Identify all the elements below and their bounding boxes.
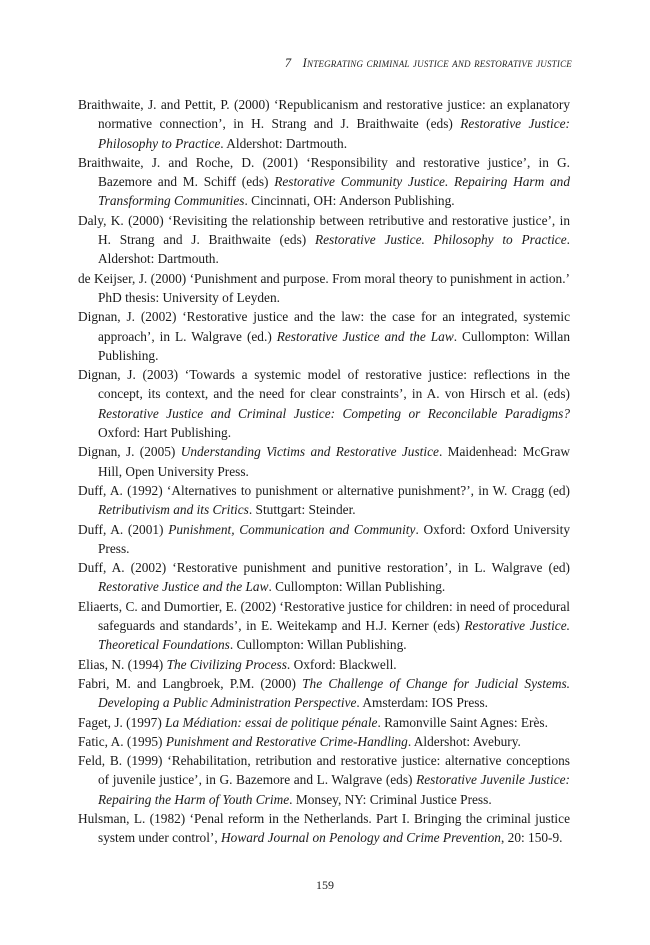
reference-entry (78, 713, 570, 732)
reference-entry (78, 520, 570, 559)
reference-entry (78, 269, 570, 308)
reference-pre-text: Braithwaite, J. and Pettit, P. (2000) ‘Republicanism and restorative justice: an explanatory normative connection’, in H. Strang and J. Braithwaite (eds) (78, 97, 570, 132)
reference-post-text: . Ramonville Saint Agnes: Erès. (377, 714, 548, 730)
reference-italic-text: Understanding Victims and Restorative Justice (180, 444, 439, 460)
reference-entry (78, 153, 570, 211)
reference-pre-text: Fabri, M. and Langbroek, P.M. (2000) (78, 675, 303, 691)
page-number: 159 (316, 878, 334, 892)
reference-italic-text: Restorative Justice and Criminal Justice: Competing or Reconcilable Paradigms? (98, 405, 570, 421)
reference-pre-text: Duff, A. (2001) (78, 521, 169, 537)
chapter-number: 7 (284, 56, 292, 70)
reference-italic-text: Restorative Justice: Philosophy to Practice (98, 116, 570, 151)
chapter-title: Integrating criminal justice and restorative justice (302, 56, 572, 70)
reference-italic-text: Restorative Juvenile Justice: Repairing the Harm of Youth Crime (98, 772, 570, 807)
reference-entry (78, 558, 570, 597)
reference-italic-text: The Civilizing Process (166, 656, 287, 672)
reference-entry (78, 751, 570, 809)
reference-pre-text: Eliaerts, C. and Dumortier, E. (2002) ‘Restorative justice for children: in need of procedural safeguards and standards’, in E. Weitekamp and H.J. Kerner (eds) (78, 598, 570, 634)
reference-pre-text: Dignan, J. (2005) (78, 444, 181, 460)
reference-list (78, 95, 570, 848)
reference-italic-text: The Challenge of Change for Judicial Systems. Developing a Public Administration Perspective (98, 675, 570, 711)
reference-pre-text: Braithwaite, J. and Roche, D. (2001) ‘Responsibility and restorative justice’, in G. Bazemore and M. Schiff (eds) (78, 154, 570, 190)
reference-post-text: . Aldershot: Dartmouth. (98, 232, 570, 267)
reference-post-text: . Aldershot: Dartmouth. (220, 135, 348, 151)
reference-entry (78, 442, 570, 481)
running-head (285, 56, 572, 71)
reference-post-text: . Oxford: Oxford University Press. (98, 521, 570, 556)
reference-pre-text: Fatic, A. (1995) (78, 733, 166, 749)
reference-pre-text: Daly, K. (2000) ‘Revisiting the relationship between retributive and restorative justice’, in H. Strang and J. Braithwaite (eds) (78, 212, 570, 248)
reference-entry (78, 809, 570, 848)
reference-post-text: . Stuttgart: Steinder. (248, 502, 356, 518)
reference-pre-text: Duff, A. (2002) ‘Restorative punishment and punitive restoration’, in L. Walgrave (ed) (78, 560, 570, 576)
reference-post-text: . Aldershot: Avebury. (407, 733, 521, 749)
reference-pre-text: Faget, J. (1997) (78, 714, 166, 730)
reference-italic-text: Punishment, Communication and Community (168, 521, 416, 537)
reference-post-text: . Amsterdam: IOS Press. (356, 695, 489, 711)
reference-pre-text: Feld, B. (1999) ‘Rehabilitation, retribution and restorative justice: alternative conceptions of juvenile justice’, in G. Bazemore and L. Walgrave (eds) (78, 753, 570, 788)
reference-pre-text: Elias, N. (1994) (78, 656, 167, 672)
reference-entry (78, 674, 570, 713)
reference-italic-text: Restorative Justice. Theoretical Foundations (98, 618, 570, 653)
reference-post-text: . Oxford: Blackwell. (286, 656, 397, 672)
reference-entry (78, 732, 570, 751)
reference-post-text: . Cullompton: Willan Publishing. (229, 637, 407, 653)
reference-italic-text: Restorative Justice and the Law (276, 328, 454, 344)
reference-italic-text: Retributivism and its Critics (98, 502, 249, 518)
reference-pre-text: Dignan, J. (2003) ‘Towards a systemic model of restorative justice: reflections in the concept, its context, and the need for clear constraints’, in A. von Hirsch et al. (eds) (78, 367, 570, 402)
reference-italic-text: La Médiation: essai de politique pénale (165, 714, 378, 730)
reference-entry (78, 655, 570, 674)
reference-italic-text: Howard Journal on Penology and Crime Prevention (221, 830, 501, 846)
reference-post-text: . Cullompton: Willan Publishing. (98, 328, 570, 363)
reference-entry (78, 597, 570, 655)
reference-entry (78, 95, 570, 153)
reference-entry (78, 481, 570, 520)
reference-post-text: . Cincinnati, OH: Anderson Publishing. (244, 193, 455, 209)
reference-pre-text: Hulsman, L. (1982) ‘Penal reform in the Netherlands. Part I. Bringing the criminal justice system under control’, (78, 810, 570, 846)
reference-italic-text: Restorative Justice and the Law (98, 579, 269, 595)
reference-entry (78, 365, 570, 442)
reference-post-text: . Maidenhead: McGraw Hill, Open University Press. (98, 444, 571, 479)
reference-italic-text: Restorative Community Justice. Repairing Harm and Transforming Communities (98, 174, 570, 209)
reference-italic-text: Restorative Justice. Philosophy to Practice (314, 232, 567, 248)
reference-post-text: , 20: 150-9. (500, 830, 563, 846)
reference-entry (78, 307, 570, 365)
reference-pre-text: Duff, A. (1992) ‘Alternatives to punishment or alternative punishment?’, in W. Cragg (ed) (78, 482, 570, 498)
reference-pre-text: Dignan, J. (2002) ‘Restorative justice and the law: the case for an integrated, systemic approach’, in L. Walgrave (ed.) (78, 309, 570, 344)
reference-pre-text: de Keijser, J. (2000) ‘Punishment and purpose. From moral theory to punishment in action.’ PhD thesis: University of Leyden. (78, 270, 570, 305)
reference-italic-text: Punishment and Restorative Crime-Handling (165, 733, 408, 749)
reference-post-text: Oxford: Hart Publishing. (98, 425, 232, 441)
reference-post-text: . Monsey, NY: Criminal Justice Press. (289, 791, 492, 807)
reference-entry (78, 211, 570, 269)
reference-post-text: . Cullompton: Willan Publishing. (268, 579, 446, 595)
